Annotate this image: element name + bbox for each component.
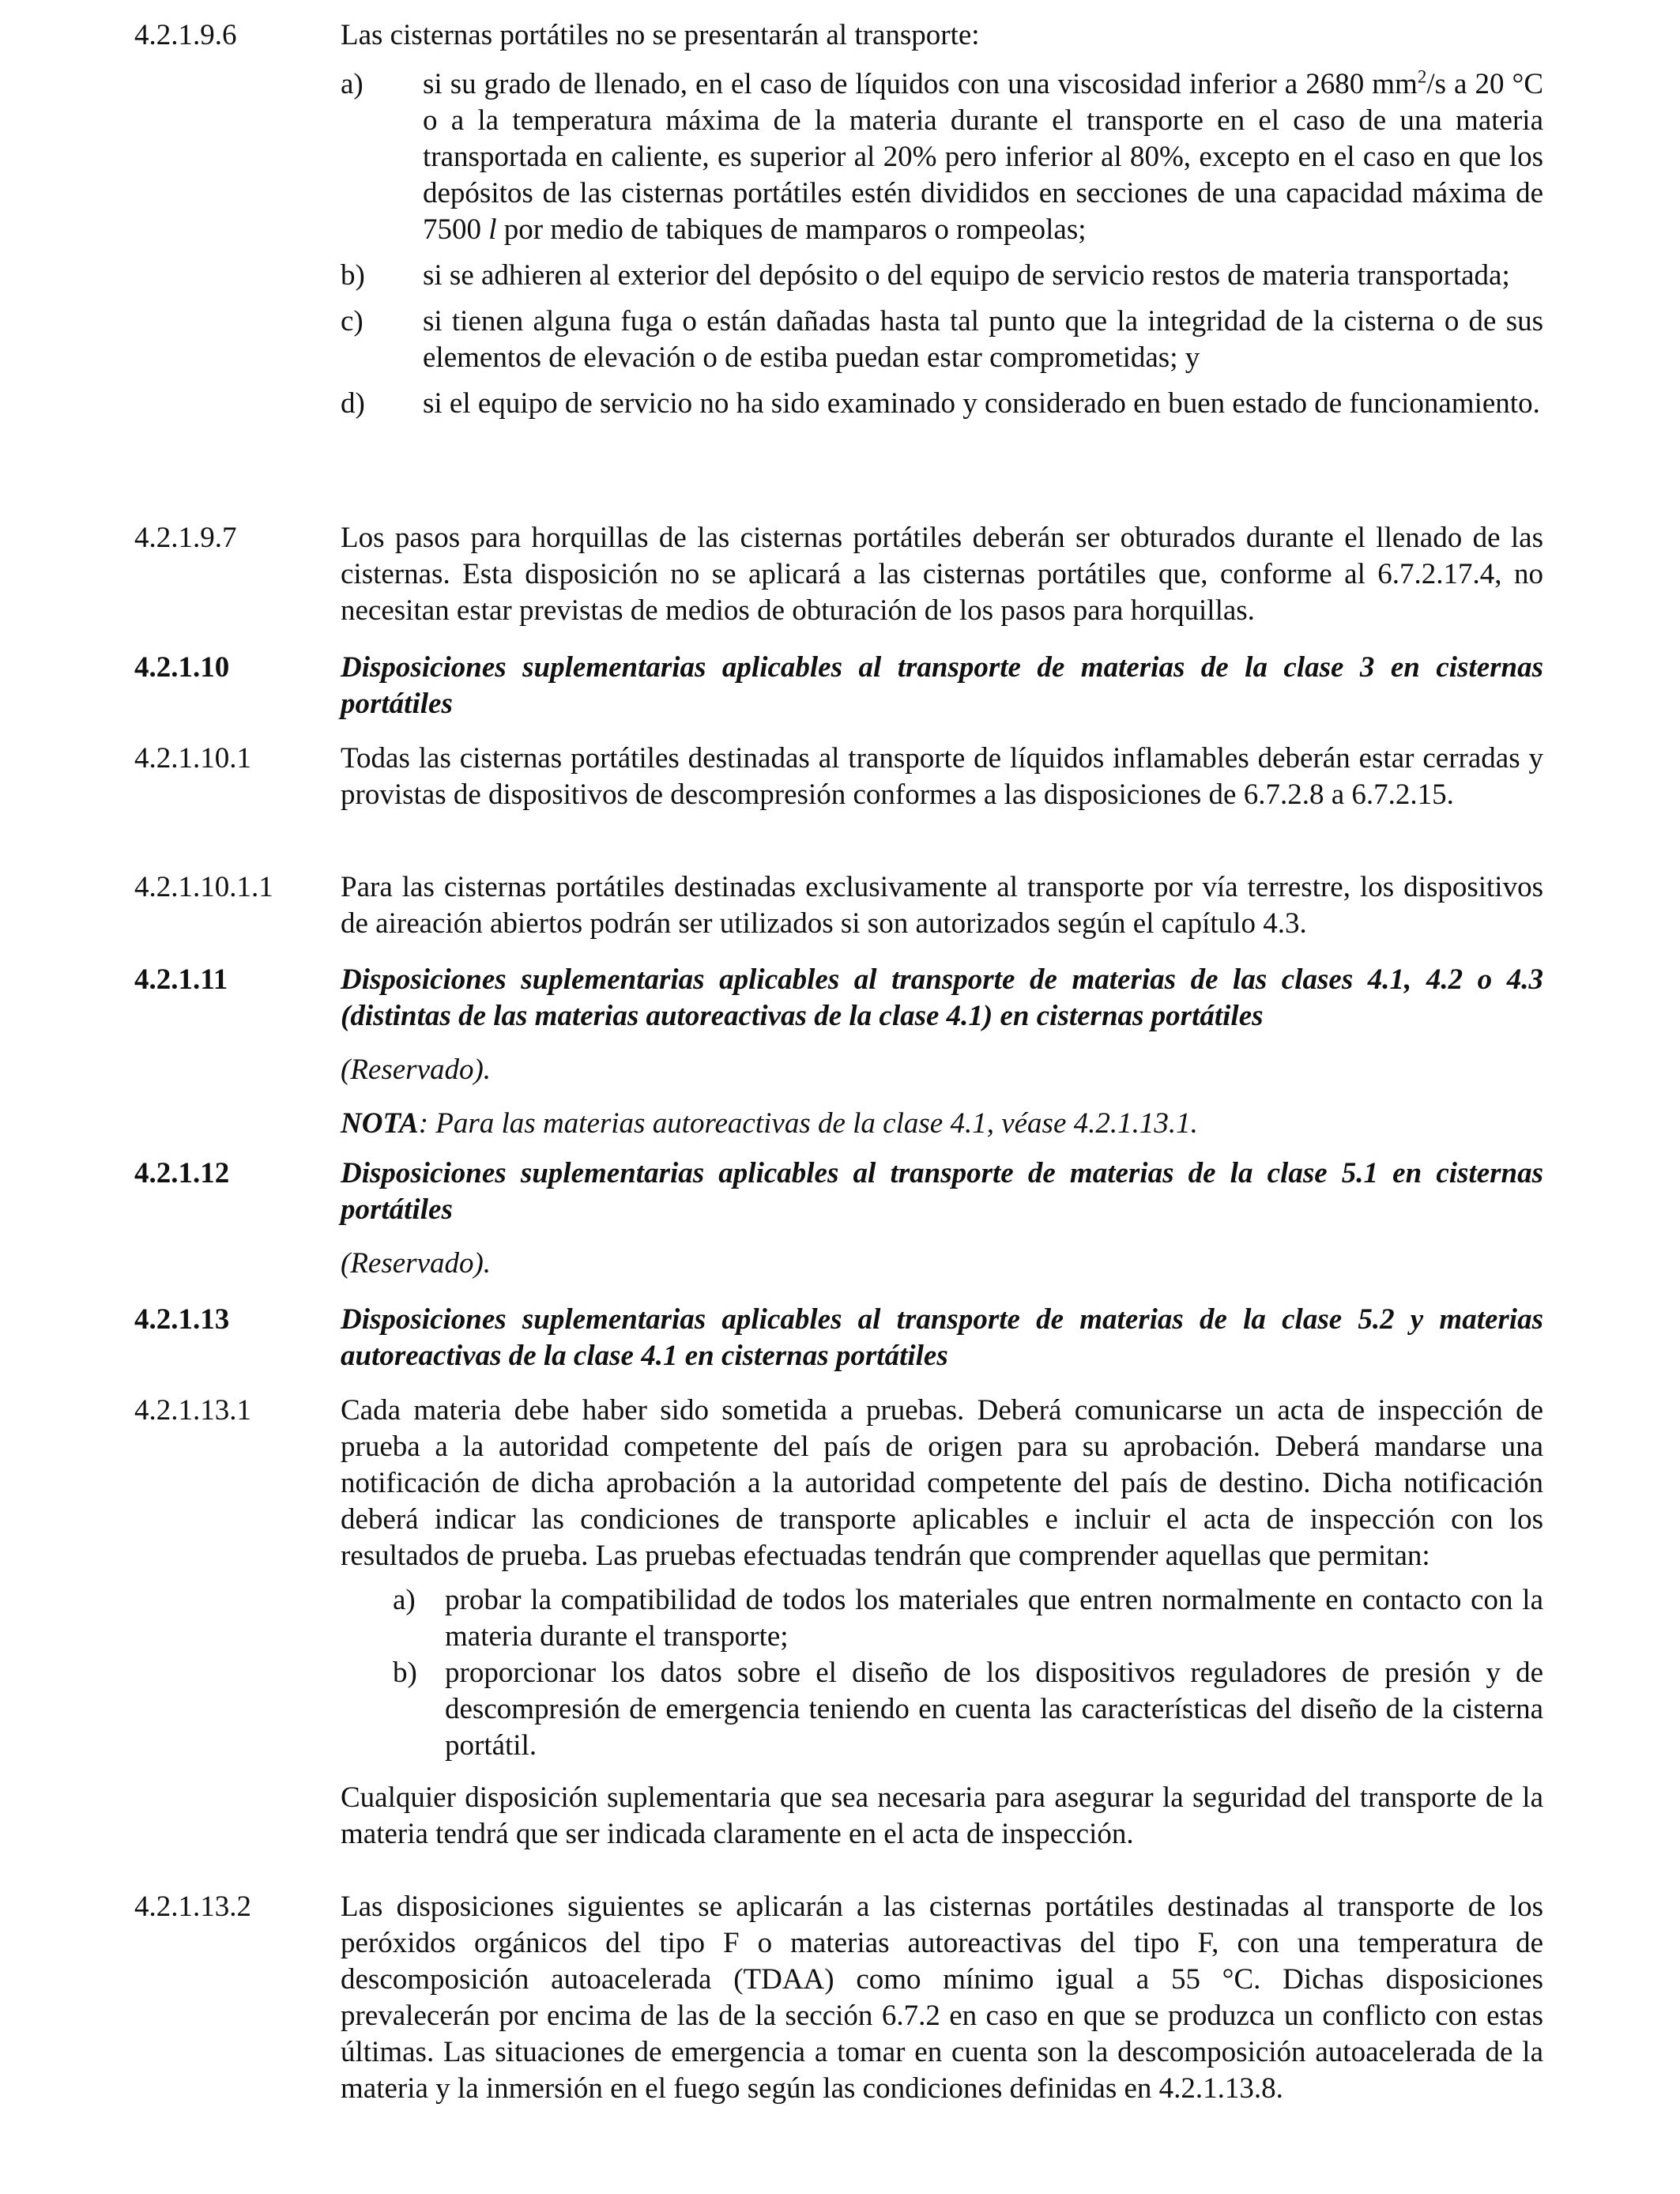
section-4-2-1-9-6	[134, 17, 1543, 432]
reserved-text: (Reservado).	[341, 1247, 492, 1280]
paragraph: Cualquier disposición suplementaria que sea necesaria para asegurar la seguridad del transporte de la materia tendrá que ser indicada claramente en el acta de inspección.	[341, 1781, 1543, 1850]
item-text: si su grado de llenado, en el caso de líquidos con una viscosidad inferior a 2680 $mm^2/s$ a 20 °C o a la temperatura máxima de la materia durante el transporte en el caso de una materia transportada en caliente, es superior al 20% pero inferior al 80%, excepto en el caso en que los depósitos de las cisternas portátiles estén divididos en secciones de una capacidad máxima de 7500 l por medio de tabiques de mamparos o rompeolas;	[423, 66, 1544, 246]
paragraph: Los pasos para horquillas de las cisternas portátiles deberán ser obturados durante el llenado de las cisternas. Esta disposición no se aplicará a las cisternas portátiles que, conforme al 6.7.2.17.4, no necesitan estar previstas de medios de obturación de los pasos para horquillas.	[341, 522, 1543, 627]
item-text: proporcionar los datos sobre el diseño de los dispositivos reguladores de presión y de descompresión de emergencia teniendo en cuenta las características del diseño de la cisterna portátil.	[445, 1657, 1543, 1762]
section-4-2-1-10	[134, 650, 1543, 722]
section-4-2-1-12	[134, 1155, 1543, 1282]
section-number: 4.2.1.9.6	[134, 19, 237, 51]
item-list	[393, 1582, 1543, 1764]
item-label: a)	[341, 68, 363, 100]
reserved-text: (Reservado).	[341, 1054, 492, 1086]
item-text: si tienen alguna fuga o están dañadas hasta tal punto que la integridad de la cisterna o de sus elementos de elevación o de estiba puedan estar comprometidas; y	[423, 305, 1543, 374]
list-item	[341, 258, 1543, 294]
section-4-2-1-13-1	[134, 1393, 1543, 1853]
section-heading: Disposiciones suplementarias aplicables al transporte de materias de la clase 5.2 y materias autoreactivas de la clase 4.1 en cisternas portátiles	[341, 1303, 1543, 1372]
paragraph: Las cisternas portátiles no se presentarán al transporte:	[341, 19, 980, 51]
paragraph: Para las cisternas portátiles destinadas exclusivamente al transporte por vía terrestre, los dispositivos de aireación abiertos podrán ser utilizados si son autorizados según el capítulo 4.3.	[341, 871, 1543, 940]
list-item	[393, 1582, 1543, 1655]
section-heading: Disposiciones suplementarias aplicables al transporte de materias de las clases 4.1, 4.2 o 4.3 (distintas de las materias autoreactivas de la clase 4.1) en cisternas portátiles	[341, 963, 1543, 1032]
paragraph: Cada materia debe haber sido sometida a pruebas. Deberá comunicarse un acta de inspección de prueba a la autoridad competente del país de origen para su aprobación. Deberá mandarse una notificación de dicha aprobación a la autoridad competente del país de destino. Dicha notificación deberá indicar las condiciones de transporte aplicables e incluir el acta de inspección con los resultados de prueba. Las pruebas efectuadas tendrán que comprender aquellas que permitan:	[341, 1394, 1543, 1572]
note-label: NOTA	[341, 1107, 419, 1140]
list-item	[393, 1655, 1543, 1764]
section-number: 4.2.1.10.1.1	[134, 871, 273, 903]
item-label: b)	[393, 1657, 417, 1689]
item-label: a)	[393, 1584, 416, 1616]
section-heading: Disposiciones suplementarias aplicables al transporte de materias de la clase 5.1 en cisternas portátiles	[341, 1157, 1543, 1226]
item-list	[341, 66, 1543, 422]
note	[341, 1106, 1543, 1142]
item-text: si el equipo de servicio no ha sido examinado y considerado en buen estado de funcionamiento.	[423, 387, 1540, 420]
section-number: 4.2.1.13.1	[134, 1394, 251, 1427]
section-4-2-1-9-7	[134, 520, 1543, 629]
list-item	[341, 303, 1543, 376]
item-text: si se adhieren al exterior del depósito o del equipo de servicio restos de materia transportada;	[423, 259, 1510, 292]
section-number: 4.2.1.13	[134, 1303, 230, 1336]
item-label: c)	[341, 305, 363, 337]
section-number: 4.2.1.10.1	[134, 742, 251, 775]
note-text: : Para las materias autoreactivas de la clase 4.1, véase 4.2.1.13.1.	[418, 1107, 1198, 1140]
paragraph: Todas las cisternas portátiles destinadas al transporte de líquidos inflamables deberán estar cerradas y provistas de dispositivos de descompresión conformes a las disposiciones de 6.7.2.8 a 6.7.2.15.	[341, 742, 1543, 811]
section-4-2-1-11	[134, 962, 1543, 1142]
list-item	[341, 66, 1543, 248]
section-number: 4.2.1.13.2	[134, 1891, 251, 1923]
section-4-2-1-10-1	[134, 741, 1543, 813]
section-number: 4.2.1.12	[134, 1157, 230, 1189]
section-number: 4.2.1.10	[134, 651, 230, 684]
item-label: b)	[341, 259, 365, 292]
section-4-2-1-13	[134, 1302, 1543, 1374]
item-text: probar la compatibilidad de todos los materiales que entren normalmente en contacto con la materia durante el transporte;	[445, 1584, 1543, 1653]
section-number: 4.2.1.11	[134, 963, 228, 996]
paragraph: Las disposiciones siguientes se aplicarán a las cisternas portátiles destinadas al transporte de los peróxidos orgánicos del tipo F o materias autoreactivas del tipo F, con una temperatura de descomposición autoacelerada (TDAA) como mínimo igual a 55 °C. Dichas disposiciones prevalecerán por encima de las de la sección 6.7.2 en caso en que se produzca un conflicto con estas últimas. Las situaciones de emergencia a tomar en cuenta son la descomposición autoacelerada de la materia y la inmersión en el fuego según las condiciones definidas en 4.2.1.13.8.	[341, 1891, 1543, 2105]
section-number: 4.2.1.9.7	[134, 522, 237, 554]
section-4-2-1-10-1-1	[134, 869, 1543, 942]
section-4-2-1-13-2	[134, 1889, 1543, 2107]
item-label: d)	[341, 387, 365, 420]
section-heading: Disposiciones suplementarias aplicables al transporte de materias de la clase 3 en cisternas portátiles	[341, 651, 1543, 720]
list-item	[341, 386, 1543, 422]
